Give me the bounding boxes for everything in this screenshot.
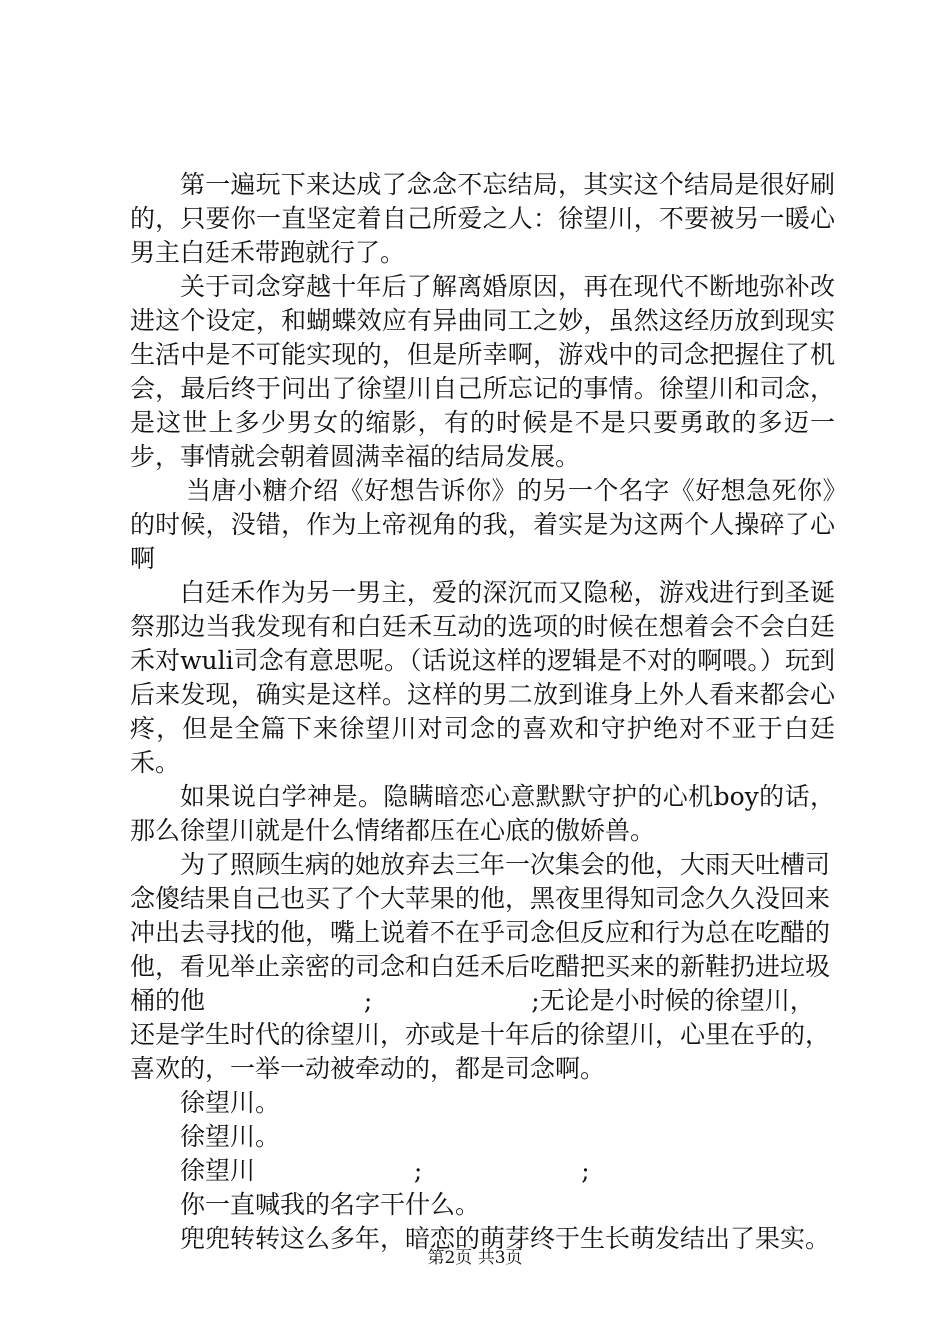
- paragraph-1: 第一遍玩下来达成了念念不忘结局，其实这个结局是很好刷的，只要你一直坚定着自己所爱之人：徐望川，不要被另一暖心男主白廷禾带跑就行了。: [130, 170, 835, 267]
- dialogue-line-3: 徐望川 ; ;: [180, 1156, 590, 1185]
- dialogue-line-1: 徐望川。: [180, 1088, 281, 1117]
- paragraph-3: 当唐小糖介绍《好想告诉你》的另一个名字《好想急死你》的时候，没错，作为上帝视角的我，着实是为这两个人操碎了心啊: [130, 476, 835, 573]
- paragraph-6: 为了照顾生病的她放弃去三年一次集会的他，大雨天吐槽司念傻结果自己也买了个大苹果的他，黑夜里得知司念久久没回来冲出去寻找的他，嘴上说着不在乎司念但反应和行为总在吃醋的他，看见举止亲密的司念和白廷禾后吃醋把买来的新鞋扔进垃圾桶的他 ; ;无论是小时候的徐望川，还是学生时代的徐望川，亦或是十年后的徐望川，心里在乎的，喜欢的，一举一动被牵动的，都是司念啊。: [130, 850, 831, 1083]
- paragraph-4: 白廷禾作为另一男主，爱的深沉而又隐秘，游戏进行到圣诞祭那边当我发现有和白廷禾互动的选项的时候在想着会不会白廷禾对wuli司念有意思呢。（话说这样的逻辑是不对的啊喂。）玩到后来发现，确实是这样。这样的男二放到谁身上外人看来都会心疼，但是全篇下来徐望川对司念的喜欢和守护绝对不亚于白廷禾。: [130, 578, 835, 777]
- page-footer: 第2页 共3页: [427, 1248, 523, 1268]
- dialogue-line-4: 你一直喊我的名字干什么。: [180, 1190, 481, 1219]
- closing-line: 兜兜转转这么多年，暗恋的萌芽终于生长萌发结出了果实。: [180, 1224, 831, 1253]
- paragraph-2: 关于司念穿越十年后了解离婚原因，再在现代不断地弥补改进这个设定，和蝴蝶效应有异曲同工之妙，虽然这经历放到现实生活中是不可能实现的，但是所幸啊，游戏中的司念把握住了机会，最后终于问出了徐望川自己所忘记的事情。徐望川和司念，是这世上多少男女的缩影，有的时候是不是只要勇敢的多迈一步，事情就会朝着圆满幸福的结局发展。: [130, 272, 835, 471]
- dialogue-line-2: 徐望川。: [180, 1122, 281, 1151]
- document-body: [130, 168, 835, 1256]
- paragraph-5: 如果说白学神是。隐瞒暗恋心意默默守护的心机boy的话，那么徐望川就是什么情绪都压在心底的傲娇兽。: [130, 782, 835, 845]
